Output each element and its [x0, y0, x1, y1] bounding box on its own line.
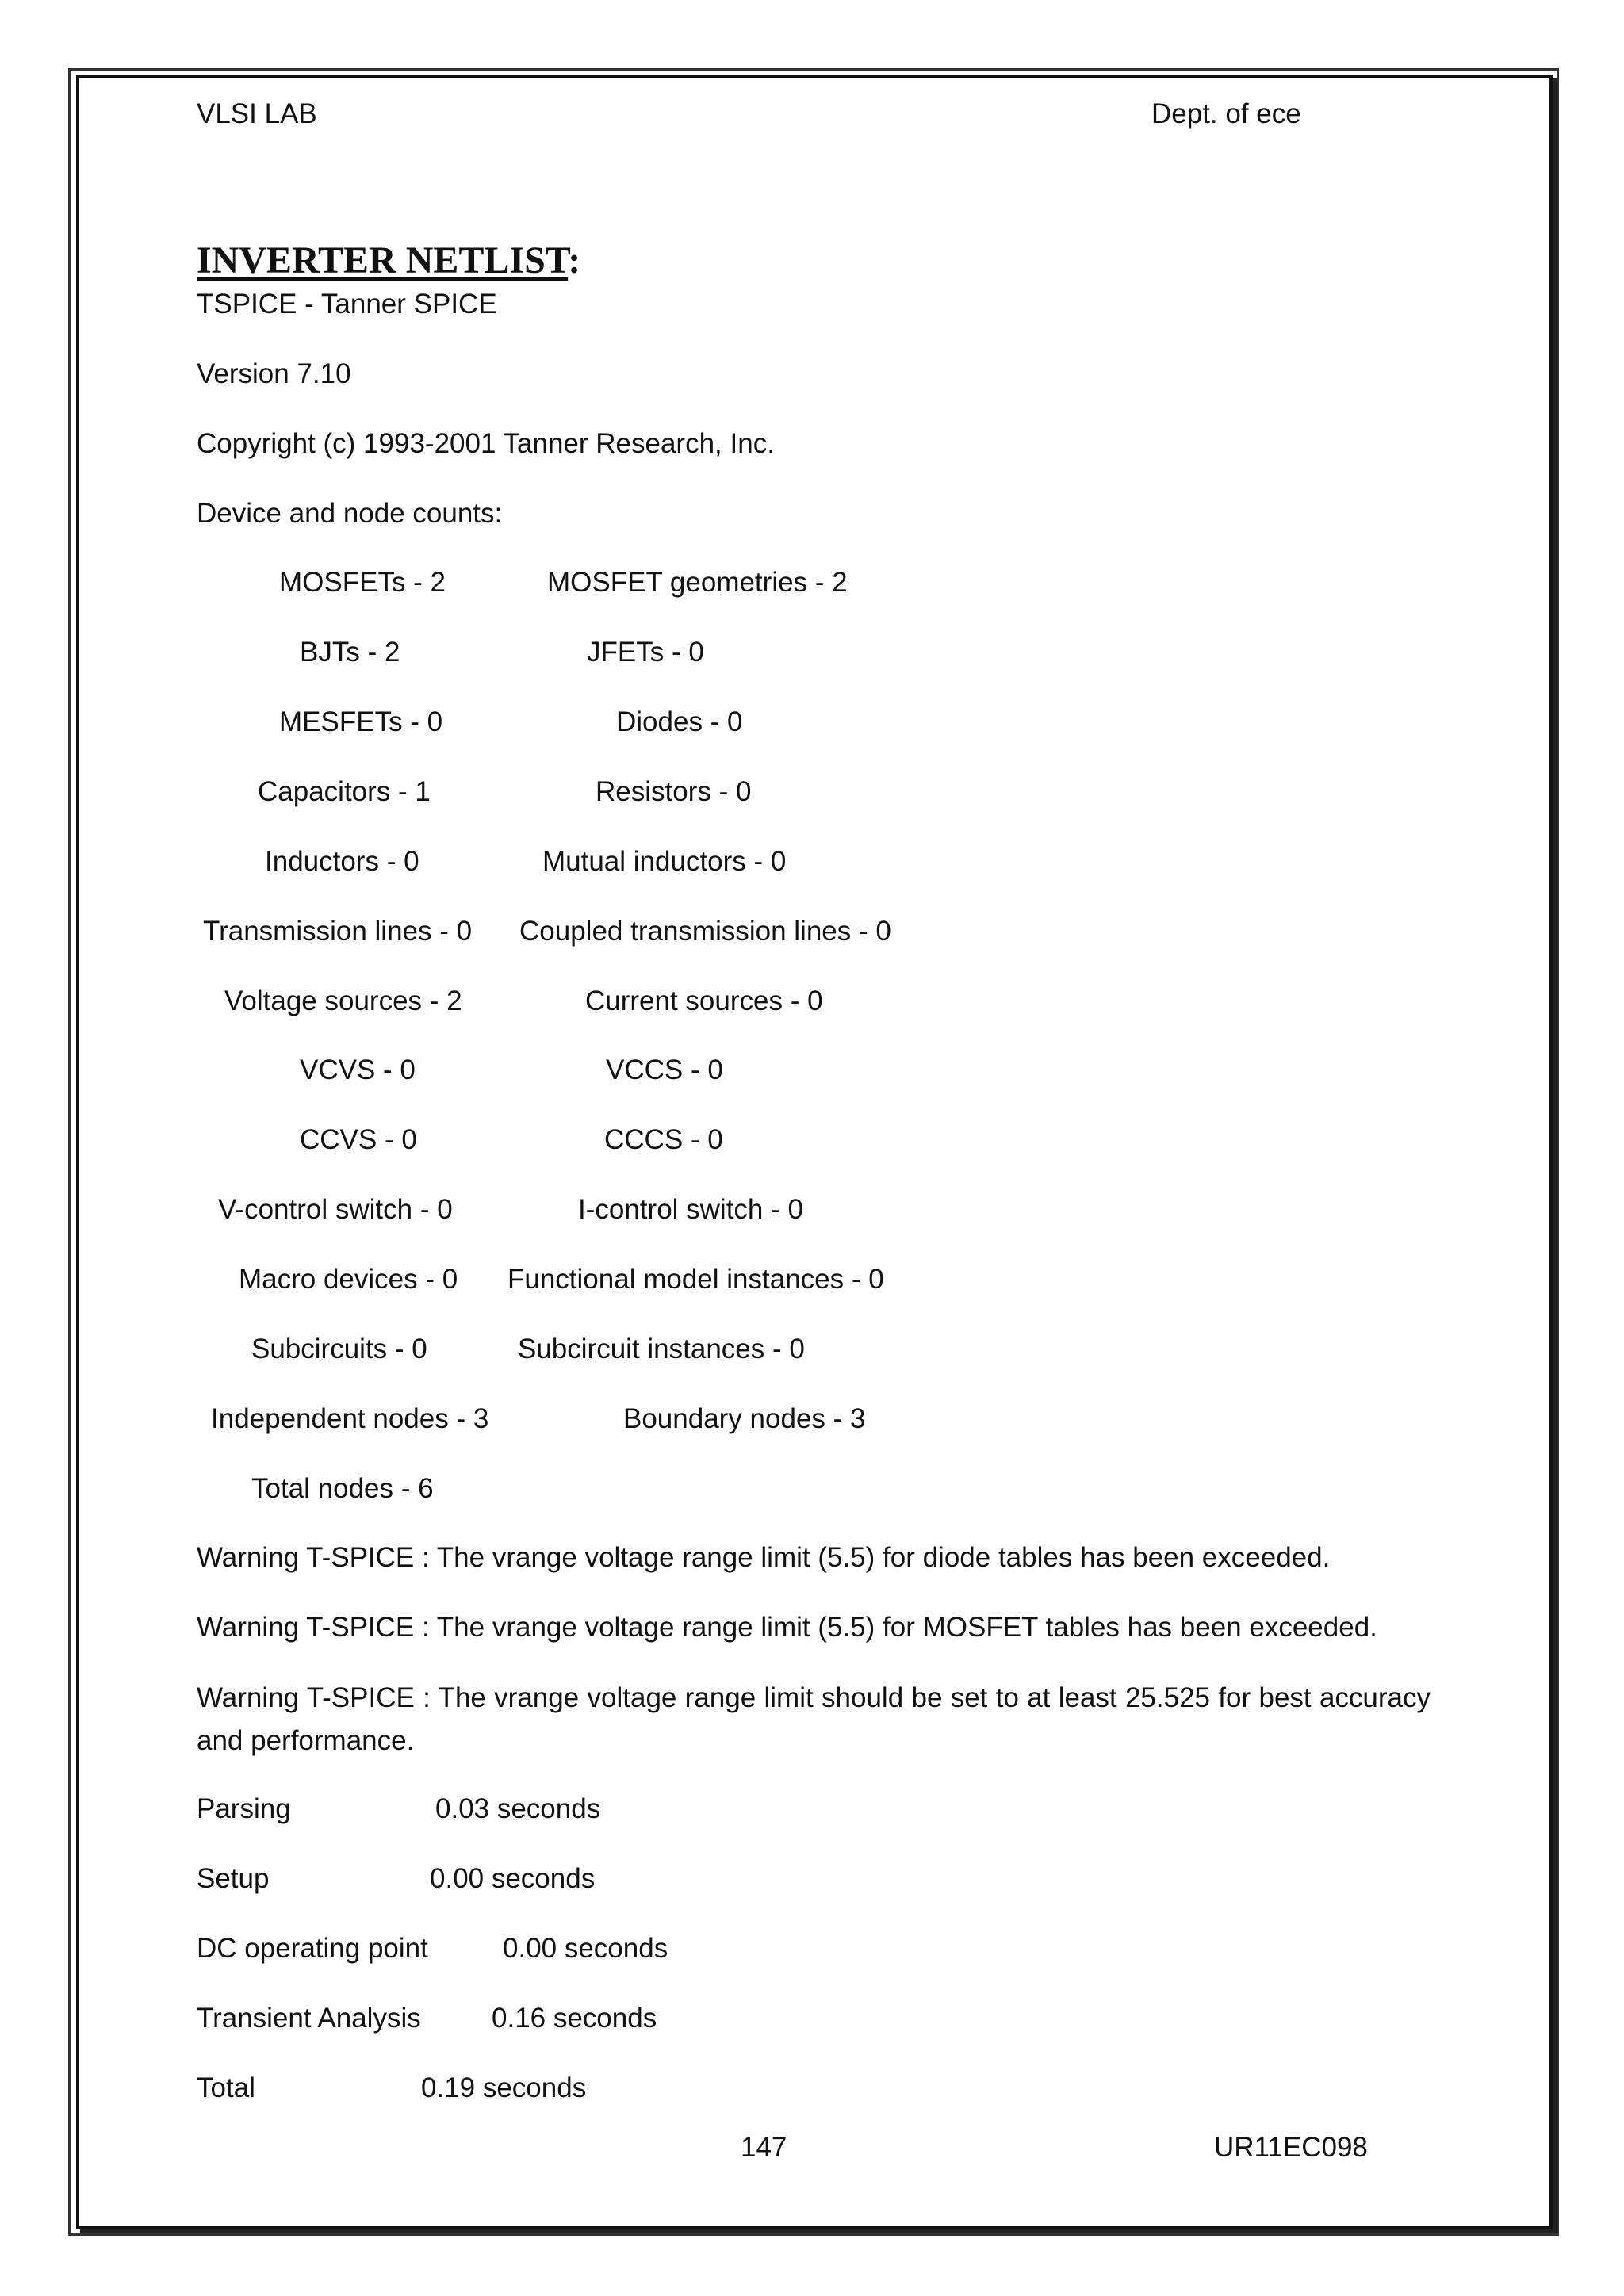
count-left: Voltage sources - 2 [224, 985, 462, 1016]
count-left: MESFETs - 0 [279, 706, 443, 737]
page-title-colon: : [568, 239, 581, 281]
count-right: MOSFET geometries - 2 [547, 567, 848, 598]
count-right: VCCS - 0 [606, 1054, 723, 1085]
count-left: BJTs - 2 [300, 637, 400, 668]
timing-value: 0.00 seconds [503, 1933, 668, 1964]
page-title [197, 238, 580, 284]
warning-paragraph: Warning T-SPICE : The vrange voltage range limit should be set to at least 25.525 for best accuracy and performance. [197, 1682, 1431, 1756]
timing-label: Setup [197, 1863, 270, 1894]
timing-value: 0.16 seconds [492, 2003, 657, 2034]
count-left: Macro devices - 0 [239, 1264, 458, 1295]
warning-line: Warning T-SPICE : The vrange voltage range limit (5.5) for diode tables has been exceeded. [197, 1542, 1331, 1573]
timing-label: DC operating point [197, 1933, 428, 1964]
count-left: Transmission lines - 0 [203, 916, 473, 947]
count-left: MOSFETs - 2 [279, 567, 446, 598]
count-left: Total nodes - 6 [251, 1473, 434, 1504]
page-number: 147 [741, 2132, 787, 2163]
count-left: VCVS - 0 [300, 1054, 416, 1085]
count-left: Inductors - 0 [265, 846, 419, 877]
timing-value: 0.00 seconds [430, 1863, 596, 1894]
count-right: Boundary nodes - 3 [623, 1403, 866, 1434]
timing-label: Parsing [197, 1793, 291, 1824]
header-department: Dept. of ece [1151, 98, 1301, 129]
intro-line: Device and node counts: [197, 498, 503, 529]
intro-line: TSPICE - Tanner SPICE [197, 289, 497, 320]
count-right: Functional model instances - 0 [508, 1264, 884, 1295]
timing-label: Transient Analysis [197, 2003, 421, 2034]
count-right: JFETs - 0 [587, 637, 704, 668]
timing-label: Total [197, 2072, 255, 2103]
intro-line: Copyright (c) 1993-2001 Tanner Research, Inc. [197, 428, 775, 459]
count-left: Independent nodes - 3 [211, 1403, 489, 1434]
count-right: I-control switch - 0 [578, 1194, 803, 1225]
count-left: V-control switch - 0 [218, 1194, 453, 1225]
timing-value: 0.19 seconds [421, 2072, 587, 2103]
page-border-inner [76, 75, 1553, 2229]
student-id: UR11EC098 [1214, 2132, 1368, 2163]
count-right: Current sources - 0 [585, 985, 823, 1016]
page-title-text: INVERTER NETLIST [197, 239, 569, 281]
count-left: Capacitors - 1 [258, 776, 431, 807]
warning-line: Warning T-SPICE : The vrange voltage range limit (5.5) for MOSFET tables has been exceeded. [197, 1612, 1377, 1643]
intro-line: Version 7.10 [197, 358, 351, 389]
timing-value: 0.03 seconds [435, 1793, 601, 1824]
count-right: Diodes - 0 [616, 706, 743, 737]
count-right: Mutual inductors - 0 [542, 846, 787, 877]
count-right: Subcircuit instances - 0 [518, 1334, 805, 1364]
count-right: Coupled transmission lines - 0 [519, 916, 891, 947]
count-right: CCCS - 0 [604, 1124, 723, 1155]
count-left: Subcircuits - 0 [251, 1334, 427, 1364]
count-left: CCVS - 0 [300, 1124, 417, 1155]
header-lab-name: VLSI LAB [197, 98, 317, 129]
count-right: Resistors - 0 [596, 776, 752, 807]
